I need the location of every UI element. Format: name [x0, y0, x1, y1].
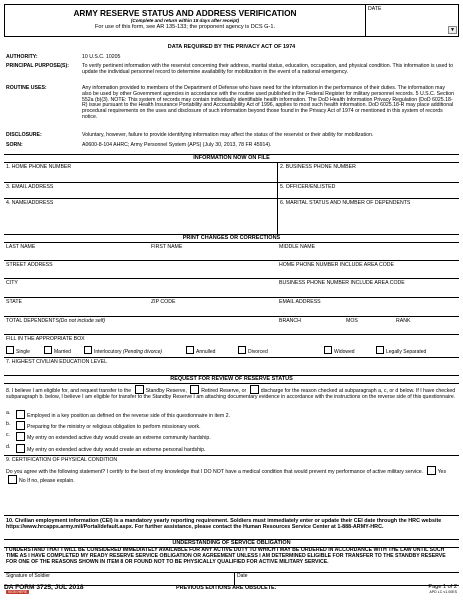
form-number: DA FORM 3725, JUL 2018 — [4, 584, 84, 591]
business-phone-area-field[interactable]: BUSINESS PHONE NUMBER INCLUDE AREA CODE — [279, 280, 405, 286]
widowed-option[interactable] — [324, 346, 355, 356]
privacy-band: DATA REQUIRED BY THE PRIVACY ACT OF 1974 — [167, 44, 296, 50]
dependents-field[interactable] — [6, 318, 105, 324]
officer-cell[interactable] — [277, 183, 459, 199]
item8d-option[interactable] — [14, 444, 206, 453]
item8-detail: subparagraph a, c, or d below. If I have checked subparagraph b. below, I believe I am eligible for transfer to the Standby Reserve I am attaching documentary evidence in accordance with the instructions on the reverse side of this questionnaire. — [6, 388, 456, 400]
signature-date-cell[interactable] — [234, 573, 459, 585]
business-phone-cell[interactable] — [277, 163, 459, 183]
marital-status-field[interactable]: 6. MARITAL STATUS AND NUMBER OF DEPENDENTS — [280, 200, 411, 206]
routine-key: ROUTINE USES: — [6, 85, 47, 91]
info-row-1 — [4, 162, 459, 183]
physical-section — [4, 455, 459, 516]
info-band: INFORMATION NOW ON FILE — [4, 154, 459, 163]
review-band: REQUEST FOR REVIEW OF RESERVE STATUS — [4, 375, 459, 384]
separated-label: Legally Separated — [386, 349, 427, 355]
sorn-key: SORN: — [6, 142, 23, 148]
privacy-section — [4, 35, 459, 151]
item8d-checkbox[interactable] — [16, 444, 25, 453]
discharge-checkbox[interactable] — [250, 385, 259, 394]
item8d-key: d. — [6, 444, 11, 450]
version-text: APD LC v1.00ES — [429, 590, 457, 594]
physical-question-text: Do you agree with the following statement? I certify to the best of my knowledge that I DO NOT have a medical condition that would prevent my performance of active military service. — [6, 469, 424, 475]
name-address-field[interactable]: 4. NAME/ADDRESS — [6, 200, 54, 206]
interlocutory-checkbox[interactable] — [84, 346, 92, 354]
item8d-label: My entry on extended active duty would create an extreme personal hardship. — [27, 447, 206, 453]
married-option[interactable] — [44, 346, 71, 356]
corrections-band: PRINT CHANGES OR CORRECTIONS — [4, 234, 459, 243]
obligation-text: I UNDERSTAND THAT I WILL BE CONSIDERED IMMEDIATELY AVAILABLE FOR ANY ACTIVE DUTY TO WHICH I MAY BE ORDERED IN ACCORDANCE WITH THE LAW UNTIL SUCH TIME AS I HAVE COMPLETED MY READY RESERVE SERVICE OBLIGATION OR AGREEMENT UNLESS I AM DETERMINED ELIGIBLE FOR TRANSFER TO THE STANDBY RESERVE FOR ONE OF THE REASONS SHOWN IN ITEM 8 OR FOUND NOT TO BE PHYSICALLY QUALIFIED FOR ACTIVE MILITARY SERVICE. — [6, 547, 446, 565]
obligation-band: UNDERSTANDING OF SERVICE OBLIGATION — [4, 539, 459, 548]
single-checkbox[interactable] — [6, 346, 14, 354]
item8a-label: Employed in a key position as defined on the reverse side of this questionnaire in item 2. — [27, 413, 231, 419]
married-checkbox[interactable] — [44, 346, 52, 354]
last-name-field[interactable]: LAST NAME — [6, 244, 36, 250]
item8b-option[interactable] — [14, 421, 201, 430]
home-phone-field[interactable]: 1. HOME PHONE NUMBER — [6, 164, 72, 170]
marital-box-row — [4, 334, 459, 358]
city-row — [4, 278, 459, 298]
routine-value: Any information provided to members of the Department of Defense who have need for the information in the performance of their duties. The information may also be used by other Government agencies in accordance with the routine used published in the Federal Register for military personnel records. 5 U.S.C. Section 552a (b)(3). NOTE: This system of records may contain individually identifiable health information. The DoD Health Information Privacy Regulation (DoD 6025.18-R) issue pursuant to the Health Insurance Portability and Accountability Act of 1996, applies to most such health information. DoD 6025.18-R may place additional procedural requirements on the uses and disclosure of such information beyond those found in the Privacy Act of 1974 or mentioned in this system of records notice. — [82, 85, 454, 120]
form-header — [4, 4, 459, 37]
interlocutory-label: Interlocutory — [94, 349, 122, 355]
no-checkbox[interactable] — [8, 475, 17, 484]
form-title: ARMY RESERVE STATUS AND ADDRESS VERIFICATION — [73, 8, 297, 18]
civilian-text: 10. Civilian employment information (CEI) is a mandatory yearly reporting requirement. Soldiers must immediately enter or update their CEI date through the HRC website https://www.hrcapps.army.mil/Portal/default.aspx. For further assistance, please contact the Human Resources Service Center at 1-888-ARMY-HRC. — [6, 518, 442, 531]
first-name-field[interactable]: FIRST NAME — [151, 244, 183, 250]
officer-enlisted-field[interactable]: 5. OFFICER/ENLISTED — [280, 184, 336, 190]
purpose-key: PRINCIPAL PURPOSE(S): — [6, 63, 69, 69]
date-dropdown-button[interactable] — [448, 26, 457, 34]
signature-date-label: Date — [237, 573, 248, 579]
city-field[interactable]: CITY — [6, 280, 18, 286]
item8c-checkbox[interactable] — [16, 432, 25, 441]
item8b-checkbox[interactable] — [16, 421, 25, 430]
chevron-down-icon: ▼ — [450, 27, 455, 33]
info-row-2 — [4, 182, 459, 199]
separated-option[interactable] — [376, 346, 426, 356]
standby-checkbox[interactable] — [135, 385, 144, 394]
business-phone-area-cell[interactable] — [277, 279, 459, 298]
yes-label: Yes — [437, 469, 447, 475]
divorced-label: Divorced — [248, 349, 268, 355]
no-explain-note: If no, please explain. — [27, 478, 75, 485]
home-phone-area-field[interactable]: HOME PHONE NUMBER INCLUDE AREA CODE — [279, 262, 395, 268]
proponent-text: For use of this form, see AR 135-133; the proponent agency is DCS G-1. — [94, 24, 276, 30]
rank-field[interactable]: RANK — [396, 318, 411, 324]
item8-intro: 8. I believe I am eligible for, and request transfer to the — [6, 388, 132, 394]
state-row — [4, 297, 459, 317]
physical-title: 9. CERTIFICATION OF PHYSICAL CONDITION — [6, 457, 118, 463]
annulled-checkbox[interactable] — [186, 346, 194, 354]
corr-email-field[interactable]: EMAIL ADDRESS — [279, 299, 321, 305]
widowed-label: Widowed — [334, 349, 355, 355]
separated-checkbox[interactable] — [376, 346, 384, 354]
item8c-label: My entry on extended active duty would create an extreme community hardship. — [27, 435, 211, 441]
item8a-option[interactable] — [14, 410, 230, 419]
disclosure-key: DISCLOSURE: — [6, 132, 42, 138]
education-field[interactable]: 7. HIGHEST CIVILIAN EDUCATION LEVEL — [6, 359, 107, 365]
marital-cell[interactable] — [277, 199, 459, 235]
middle-name-cell[interactable] — [277, 243, 459, 261]
single-label: Single — [16, 349, 30, 355]
physical-question — [6, 466, 455, 484]
purpose-value: To verify pertinent information with the reservist concerning their address, marital status, education, occupation, and physical condition. This information is used to update the individual personnel record to determine availability for mobilization in the event of a national emergency. — [82, 63, 453, 75]
previous-editions: PREVIOUS EDITIONS ARE OBSOLETE. — [176, 585, 277, 591]
signature-label: Signature of Soldier — [6, 573, 50, 579]
sign-here-tag[interactable]: SIGN HERE — [8, 590, 28, 594]
name-row — [4, 242, 459, 261]
widowed-checkbox[interactable] — [324, 346, 332, 354]
item8b-label: Preparing for the ministry or religious obligation to perform missionary work. — [27, 424, 201, 430]
page-number: Page 1 of 2 — [428, 584, 457, 590]
date-label: DATE — [368, 6, 382, 12]
married-label: Married — [54, 349, 71, 355]
item8-text — [4, 385, 459, 400]
retired-label: Retired Reserve, or — [201, 388, 247, 394]
date-box[interactable] — [365, 5, 459, 36]
rank-cell[interactable] — [394, 317, 459, 335]
street-address-field[interactable]: STREET ADDRESS — [6, 262, 53, 268]
item8a-key: a. — [6, 410, 11, 416]
authority-key: AUTHORITY: — [6, 54, 38, 60]
item8c-key: c. — [6, 432, 11, 438]
state-field[interactable]: STATE — [6, 299, 22, 305]
email-field[interactable]: 3. EMAIL ADDRESS — [6, 184, 54, 190]
item8b-key: b. — [6, 421, 11, 427]
info-row-3 — [4, 198, 459, 235]
mos-field[interactable]: MOS — [346, 318, 358, 324]
branch-field[interactable]: BRANCH — [279, 318, 301, 324]
annulled-option[interactable] — [186, 346, 215, 356]
home-phone-area-cell[interactable] — [277, 261, 459, 279]
education-row — [4, 357, 459, 376]
middle-name-field[interactable]: MIDDLE NAME — [279, 244, 316, 250]
interlocutory-option[interactable] — [84, 346, 162, 356]
item8a-checkbox[interactable] — [16, 410, 25, 419]
item8c-option[interactable] — [14, 432, 211, 441]
sorn-value: A0600-8-104 AHRC; Army Personnel System (APS) (July 30, 2013, 78 FR 45914). — [82, 142, 272, 148]
civilian-section — [4, 515, 459, 540]
dependents-note: (Do not include self) — [58, 318, 106, 324]
standby-label: Standby Reserve, — [145, 388, 187, 394]
annulled-label: Annulled — [196, 349, 216, 355]
street-row — [4, 260, 459, 279]
dependents-row — [4, 316, 459, 335]
authority-value: 10 U.S.C. 10205 — [82, 54, 121, 60]
divorced-option[interactable] — [238, 346, 268, 356]
yes-checkbox[interactable] — [427, 466, 436, 475]
retired-checkbox[interactable] — [190, 385, 199, 394]
single-option[interactable] — [6, 346, 30, 356]
zip-field[interactable]: ZIP CODE — [151, 299, 176, 305]
form-page — [4, 4, 459, 593]
item8-discharge: discharge for the reason checked at — [260, 388, 344, 394]
corr-email-cell[interactable] — [277, 298, 459, 317]
disclosure-value: Voluntary, however, failure to provide identifying information may affect the status of the reservist or their ability for mobilization. — [82, 132, 374, 138]
divorced-checkbox[interactable] — [238, 346, 246, 354]
fill-box-label: FILL IN THE APPROPRIATE BOX — [6, 336, 85, 342]
no-label: No — [19, 478, 26, 485]
form-subtitle: (Complete and return within 15 days after receipt) — [130, 18, 240, 23]
business-phone-field[interactable]: 2. BUSINESS PHONE NUMBER — [280, 164, 356, 170]
dependents-label: TOTAL DEPENDENTS — [6, 318, 59, 324]
pending-divorce-note: (Pending divorce) — [122, 349, 163, 355]
